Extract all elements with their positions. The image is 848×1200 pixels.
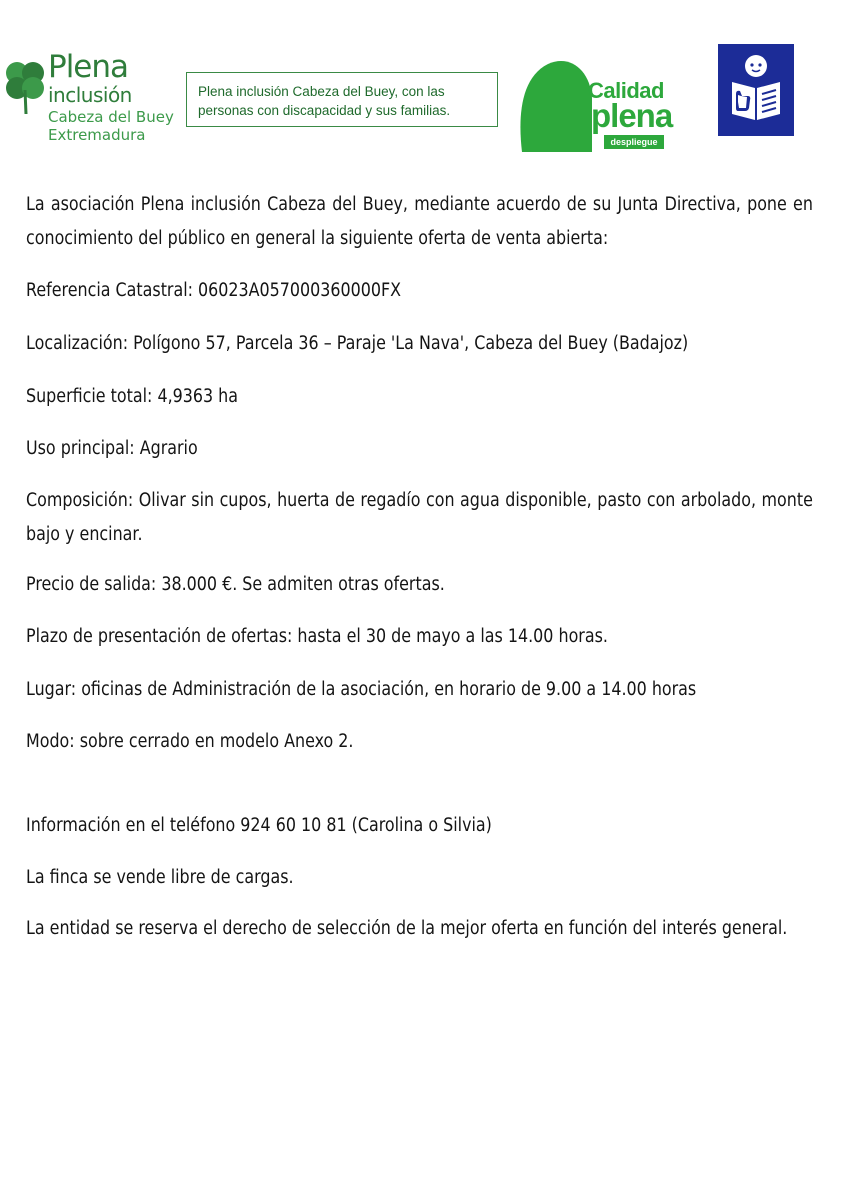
logo-text-plena: Plena bbox=[48, 49, 129, 85]
superficie-total: Superficie total: 4,9363 ha bbox=[26, 386, 239, 407]
logo-text-plena-calidad: plena bbox=[591, 97, 673, 134]
localizacion: Localización: Polígono 57, Parcela 36 – Paraje 'La Nava', Cabeza del Buey (Badajoz) bbox=[26, 333, 689, 354]
calidad-plena-logo bbox=[518, 58, 673, 152]
plazo-presentacion: Plazo de presentación de ofertas: hasta el 30 de mayo a las 14.00 horas. bbox=[26, 626, 608, 647]
precio-de-salida: Precio de salida: 38.000 €. Se admiten otras ofertas. bbox=[26, 574, 445, 595]
logo-text-calidad: Calidad bbox=[588, 78, 664, 103]
modo: Modo: sobre cerrado en modelo Anexo 2. bbox=[26, 731, 354, 752]
page-header bbox=[0, 0, 848, 170]
referencia-catastral: Referencia Catastral: 06023A057000360000FX bbox=[26, 280, 402, 301]
plena-inclusion-logo bbox=[4, 49, 174, 154]
tagline-box: Plena inclusión Cabeza del Buey, con las personas con discapacidad y sus familias. bbox=[186, 72, 498, 127]
uso-principal: Uso principal: Agrario bbox=[26, 438, 198, 459]
logo-text-cabeza-del-buey: Cabeza del Buey bbox=[48, 108, 174, 126]
reserva-derecho: La entidad se reserva el derecho de selección de la mejor oferta en función del interés general. bbox=[26, 918, 788, 939]
logo-text-extremadura: Extremadura bbox=[48, 126, 146, 144]
clover-icon bbox=[4, 60, 46, 114]
intro-paragraph: La asociación Plena inclusión Cabeza del Buey, mediante acuerdo de su Junta Directiva, pone en conocimiento del público en general la siguiente oferta de venta abierta: bbox=[26, 194, 813, 249]
lugar: Lugar: oficinas de Administración de la asociación, en horario de 9.00 a 14.00 horas bbox=[26, 679, 697, 700]
finca-libre-cargas: La finca se vende libre de cargas. bbox=[26, 867, 294, 888]
informacion-telefono: Información en el teléfono 924 60 10 81 (Carolina o Silvia) bbox=[26, 815, 492, 836]
easy-read-figure-icon bbox=[718, 44, 794, 136]
despliegue-badge: despliegue bbox=[604, 135, 664, 149]
easy-read-icon bbox=[718, 44, 794, 136]
composicion: Composición: Olivar sin cupos, huerta de regadío con agua disponible, pasto con arbolado, monte bajo y encinar. bbox=[26, 490, 813, 545]
logo-text-inclusion: inclusión bbox=[48, 83, 132, 107]
